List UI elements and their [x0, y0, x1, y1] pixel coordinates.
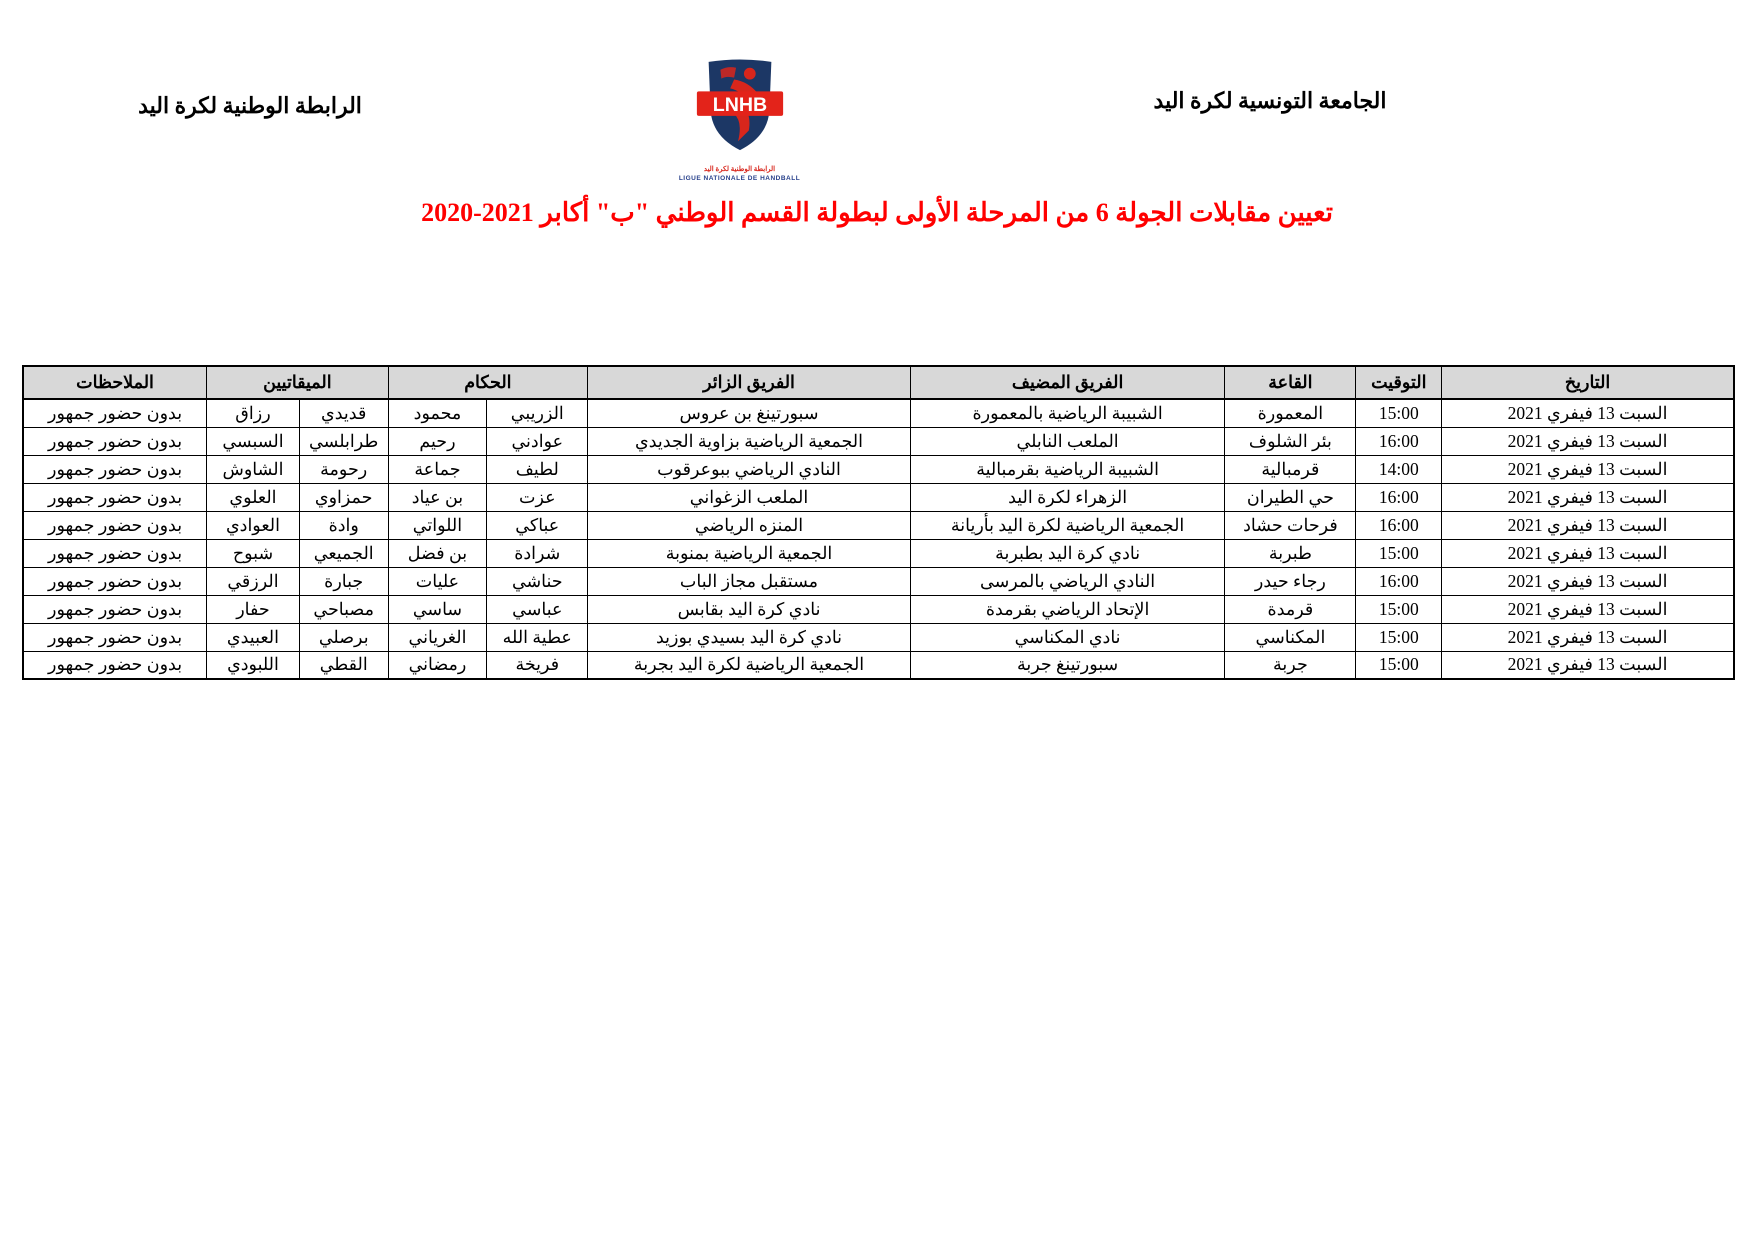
host-team: نادي كرة اليد بطبربة — [910, 539, 1225, 567]
host-team: النادي الرياضي بالمرسى — [910, 567, 1225, 595]
visitor-team: الجمعية الرياضية لكرة اليد بجربة — [588, 651, 911, 679]
col-header-visitor-team: الفريق الزائر — [588, 366, 911, 399]
match-row — [23, 595, 1734, 623]
match-time: 15:00 — [1356, 595, 1442, 623]
match-date: السبت 13 فيفري 2021 — [1442, 455, 1734, 483]
match-date: السبت 13 فيفري 2021 — [1442, 595, 1734, 623]
timekeeper-1: قديدي — [299, 399, 388, 427]
match-notes: بدون حضور جمهور — [23, 623, 207, 651]
timekeeper-2: رزاق — [207, 399, 300, 427]
timekeeper-1: القطي — [299, 651, 388, 679]
referee-1: عباسي — [487, 595, 588, 623]
col-header-date: التاريخ — [1442, 366, 1734, 399]
match-hall: طبربة — [1225, 539, 1356, 567]
match-hall: المكناسي — [1225, 623, 1356, 651]
visitor-team: نادي كرة اليد بقابس — [588, 595, 911, 623]
visitor-team: مستقبل مجاز الباب — [588, 567, 911, 595]
matches-table — [22, 365, 1735, 680]
timekeeper-2: شبوح — [207, 539, 300, 567]
referee-2: الغرياني — [388, 623, 487, 651]
match-date: السبت 13 فيفري 2021 — [1442, 427, 1734, 455]
timekeeper-1: وادة — [299, 511, 388, 539]
timekeeper-2: السبسي — [207, 427, 300, 455]
match-notes: بدون حضور جمهور — [23, 399, 207, 427]
lnhb-logo — [678, 56, 801, 182]
match-notes: بدون حضور جمهور — [23, 651, 207, 679]
table-header-row — [23, 366, 1734, 399]
referee-1: شرادة — [487, 539, 588, 567]
referee-1: لطيف — [487, 455, 588, 483]
timekeeper-2: العوادي — [207, 511, 300, 539]
match-time: 15:00 — [1356, 399, 1442, 427]
timekeeper-2: الشاوش — [207, 455, 300, 483]
host-team: سبورتينغ جربة — [910, 651, 1225, 679]
match-time: 16:00 — [1356, 483, 1442, 511]
match-date: السبت 13 فيفري 2021 — [1442, 399, 1734, 427]
match-row — [23, 651, 1734, 679]
referee-2: رحيم — [388, 427, 487, 455]
league-name-left: الرابطة الوطنية لكرة اليد — [138, 93, 362, 118]
col-header-notes: الملاحظات — [23, 366, 207, 399]
match-notes: بدون حضور جمهور — [23, 483, 207, 511]
document-title: تعيين مقابلات الجولة 6 من المرحلة الأولى لبطولة القسم الوطني "ب" أكابر 2021-2020 — [421, 198, 1333, 227]
host-team: الشبيبة الرياضية بالمعمورة — [910, 399, 1225, 427]
col-header-host-team: الفريق المضيف — [910, 366, 1225, 399]
logo-arabic-caption: الرابطة الوطنية لكرة اليد — [703, 165, 776, 173]
match-time: 15:00 — [1356, 651, 1442, 679]
timekeeper-1: جبارة — [299, 567, 388, 595]
visitor-team: نادي كرة اليد بسيدي بوزيد — [588, 623, 911, 651]
match-notes: بدون حضور جمهور — [23, 567, 207, 595]
match-time: 16:00 — [1356, 427, 1442, 455]
timekeeper-2: الرزقي — [207, 567, 300, 595]
host-team: الشبيبة الرياضية بقرمبالية — [910, 455, 1225, 483]
match-date: السبت 13 فيفري 2021 — [1442, 539, 1734, 567]
match-row — [23, 539, 1734, 567]
referee-2: جماعة — [388, 455, 487, 483]
referee-1: عوادني — [487, 427, 588, 455]
svg-text:LNHB: LNHB — [712, 93, 767, 116]
timekeeper-1: برصلي — [299, 623, 388, 651]
visitor-team: النادي الرياضي ببوعرقوب — [588, 455, 911, 483]
referee-2: بن عياد — [388, 483, 487, 511]
lnhb-shield-icon — [691, 56, 789, 163]
referee-1: الزريبي — [487, 399, 588, 427]
match-date: السبت 13 فيفري 2021 — [1442, 567, 1734, 595]
host-team: نادي المكناسي — [910, 623, 1225, 651]
col-header-hall: القاعة — [1225, 366, 1356, 399]
referee-1: عزت — [487, 483, 588, 511]
match-hall: حي الطيران — [1225, 483, 1356, 511]
match-row — [23, 483, 1734, 511]
referee-1: عباكي — [487, 511, 588, 539]
host-team: الجمعية الرياضية لكرة اليد بأريانة — [910, 511, 1225, 539]
timekeeper-2: العبيدي — [207, 623, 300, 651]
referee-2: عليات — [388, 567, 487, 595]
match-row — [23, 623, 1734, 651]
match-row — [23, 399, 1734, 427]
referee-2: بن فضل — [388, 539, 487, 567]
timekeeper-1: حمزاوي — [299, 483, 388, 511]
match-row — [23, 511, 1734, 539]
match-hall: قرمبالية — [1225, 455, 1356, 483]
timekeeper-2: اللبودي — [207, 651, 300, 679]
referee-2: محمود — [388, 399, 487, 427]
match-hall: رجاء حيدر — [1225, 567, 1356, 595]
match-time: 16:00 — [1356, 567, 1442, 595]
timekeeper-1: رحومة — [299, 455, 388, 483]
visitor-team: الجمعية الرياضية بمنوبة — [588, 539, 911, 567]
match-date: السبت 13 فيفري 2021 — [1442, 511, 1734, 539]
match-time: 15:00 — [1356, 539, 1442, 567]
timekeeper-2: العلوي — [207, 483, 300, 511]
match-date: السبت 13 فيفري 2021 — [1442, 483, 1734, 511]
match-date: السبت 13 فيفري 2021 — [1442, 651, 1734, 679]
match-hall: المعمورة — [1225, 399, 1356, 427]
federation-name-right: الجامعة التونسية لكرة اليد — [1153, 88, 1387, 113]
matches-tbody — [23, 399, 1734, 679]
host-team: الزهراء لكرة اليد — [910, 483, 1225, 511]
match-hall: جربة — [1225, 651, 1356, 679]
match-notes: بدون حضور جمهور — [23, 455, 207, 483]
match-row — [23, 455, 1734, 483]
match-row — [23, 567, 1734, 595]
col-header-timekeepers: الميقاتيين — [207, 366, 388, 399]
matches-table-container — [22, 365, 1735, 680]
visitor-team: الملعب الزغواني — [588, 483, 911, 511]
match-hall: بئر الشلوف — [1225, 427, 1356, 455]
referee-1: عطية الله — [487, 623, 588, 651]
host-team: الملعب النابلي — [910, 427, 1225, 455]
col-header-time: التوقيت — [1356, 366, 1442, 399]
match-notes: بدون حضور جمهور — [23, 539, 207, 567]
match-notes: بدون حضور جمهور — [23, 427, 207, 455]
visitor-team: المنزه الرياضي — [588, 511, 911, 539]
match-date: السبت 13 فيفري 2021 — [1442, 623, 1734, 651]
host-team: الإتحاد الرياضي بقرمدة — [910, 595, 1225, 623]
match-hall: فرحات حشاد — [1225, 511, 1356, 539]
match-hall: قرمدة — [1225, 595, 1356, 623]
match-time: 14:00 — [1356, 455, 1442, 483]
referee-2: اللواتي — [388, 511, 487, 539]
match-time: 15:00 — [1356, 623, 1442, 651]
visitor-team: الجمعية الرياضية بزاوية الجديدي — [588, 427, 911, 455]
referee-1: حناشي — [487, 567, 588, 595]
match-time: 16:00 — [1356, 511, 1442, 539]
timekeeper-1: مصباحي — [299, 595, 388, 623]
logo-french-caption: LIGUE NATIONALE DE HANDBALL — [678, 175, 801, 182]
match-notes: بدون حضور جمهور — [23, 595, 207, 623]
match-row — [23, 427, 1734, 455]
match-notes: بدون حضور جمهور — [23, 511, 207, 539]
visitor-team: سبورتينغ بن عروس — [588, 399, 911, 427]
timekeeper-2: حفار — [207, 595, 300, 623]
referee-1: فريخة — [487, 651, 588, 679]
timekeeper-1: طرابلسي — [299, 427, 388, 455]
referee-2: ساسي — [388, 595, 487, 623]
referee-2: رمضاني — [388, 651, 487, 679]
col-header-referees: الحكام — [388, 366, 588, 399]
timekeeper-1: الجميعي — [299, 539, 388, 567]
